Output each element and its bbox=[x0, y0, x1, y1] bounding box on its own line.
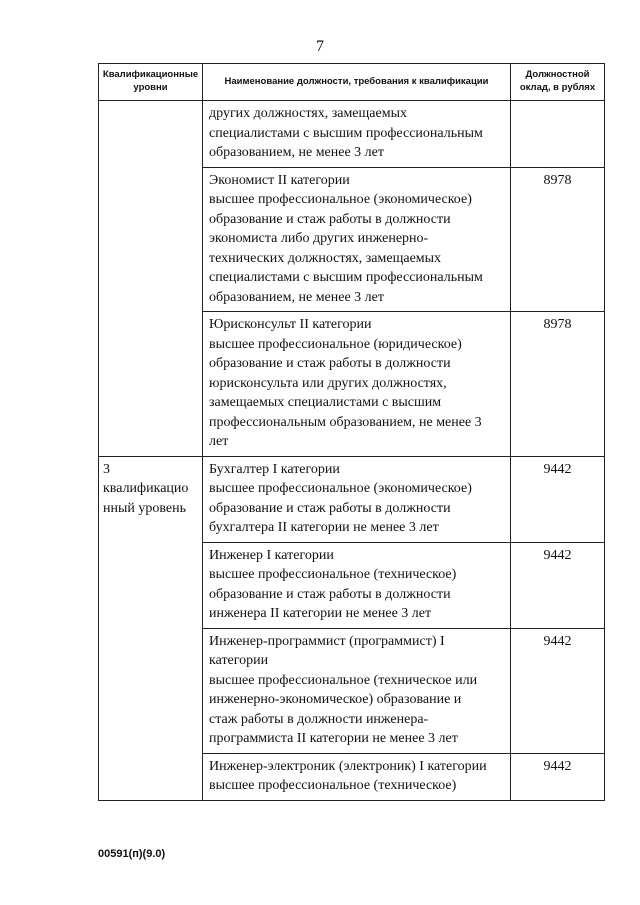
salary-value: 9442 bbox=[511, 456, 605, 542]
description-line: высшее профессиональное (экономическое) bbox=[209, 192, 472, 207]
qualification-level-line: 3 bbox=[103, 461, 110, 477]
description-line: высшее профессиональное (экономическое) bbox=[209, 481, 472, 496]
qualification-level-3 bbox=[99, 456, 203, 800]
salary-value bbox=[511, 101, 605, 168]
position-description bbox=[203, 456, 511, 542]
description-line: высшее профессиональное (техническое) bbox=[209, 567, 457, 582]
description-line: других должностях, замещаемых bbox=[209, 106, 407, 121]
salary-value: 8978 bbox=[511, 312, 605, 457]
description-line: экономиста либо других инженерно- bbox=[209, 231, 429, 246]
description-line: замещаемых специалистами с высшим bbox=[209, 395, 442, 410]
description-line: специалистами с высшим профессиональным bbox=[209, 270, 483, 285]
position-description bbox=[203, 101, 511, 168]
salary-value: 9442 bbox=[511, 542, 605, 628]
description-line: бухгалтера II категории не менее 3 лет bbox=[209, 520, 439, 535]
table-header-row bbox=[99, 64, 605, 101]
description-line: Бухгалтер I категории bbox=[209, 461, 340, 477]
salary-value: 9442 bbox=[511, 628, 605, 753]
description-line: юрисконсульта или других должностях, bbox=[209, 375, 447, 391]
description-line: Инженер-программист (программист) I bbox=[209, 633, 445, 649]
position-description bbox=[203, 753, 511, 800]
description-line: инженера II категории не менее 3 лет bbox=[209, 606, 432, 621]
description-line: профессиональным образованием, не менее 3 bbox=[209, 414, 482, 430]
description-line: высшее профессиональное (техническое или bbox=[209, 672, 478, 688]
table-row bbox=[99, 101, 605, 168]
description-line: стаж работы в должности инженера- bbox=[209, 711, 429, 727]
table-row bbox=[99, 456, 605, 542]
description-line: Инженер-электроник (электроник) I категории bbox=[209, 758, 487, 774]
description-line: высшее профессиональное (техническое) bbox=[209, 778, 457, 793]
position-description bbox=[203, 312, 511, 457]
salary-value: 9442 bbox=[511, 753, 605, 800]
description-line: программиста II категории не менее 3 лет bbox=[209, 731, 458, 746]
qualification-level-line: квалификацио bbox=[103, 481, 189, 496]
description-line: Юрисконсульт II категории bbox=[209, 317, 372, 332]
description-line: образованием, не менее 3 лет bbox=[209, 145, 384, 160]
qualification-level-line: нный уровень bbox=[103, 500, 187, 516]
header-salary: Должностной оклад, в рублях bbox=[511, 64, 605, 101]
description-line: образованием, не менее 3 лет bbox=[209, 289, 384, 305]
description-line: образование и стаж работы в должности bbox=[209, 586, 451, 602]
header-position-requirements: Наименование должности, требования к квалификации bbox=[203, 64, 511, 101]
qualification-salary-table bbox=[98, 63, 605, 801]
salary-value: 8978 bbox=[511, 167, 605, 312]
description-line: образование и стаж работы в должности bbox=[209, 500, 451, 516]
position-description bbox=[203, 542, 511, 628]
description-line: высшее профессиональное (юридическое) bbox=[209, 336, 462, 352]
position-description bbox=[203, 628, 511, 753]
page-number: 7 bbox=[316, 38, 324, 55]
document-code: 00591(п)(9.0) bbox=[98, 848, 166, 860]
description-line: технических должностях, замещаемых bbox=[209, 250, 442, 266]
position-description bbox=[203, 167, 511, 312]
description-line: категории bbox=[209, 653, 269, 668]
description-line: инженерно-экономическое) образование и bbox=[209, 692, 462, 707]
description-line: образование и стаж работы в должности bbox=[209, 356, 451, 371]
description-line: Экономист II категории bbox=[209, 172, 350, 188]
level-cell-continued bbox=[99, 101, 203, 457]
description-line: специалистами с высшим профессиональным bbox=[209, 125, 483, 141]
description-line: образование и стаж работы в должности bbox=[209, 211, 451, 227]
description-line: лет bbox=[209, 434, 229, 449]
description-line: Инженер I категории bbox=[209, 547, 334, 563]
header-qualification-levels: Квалификационные уровни bbox=[99, 64, 203, 101]
